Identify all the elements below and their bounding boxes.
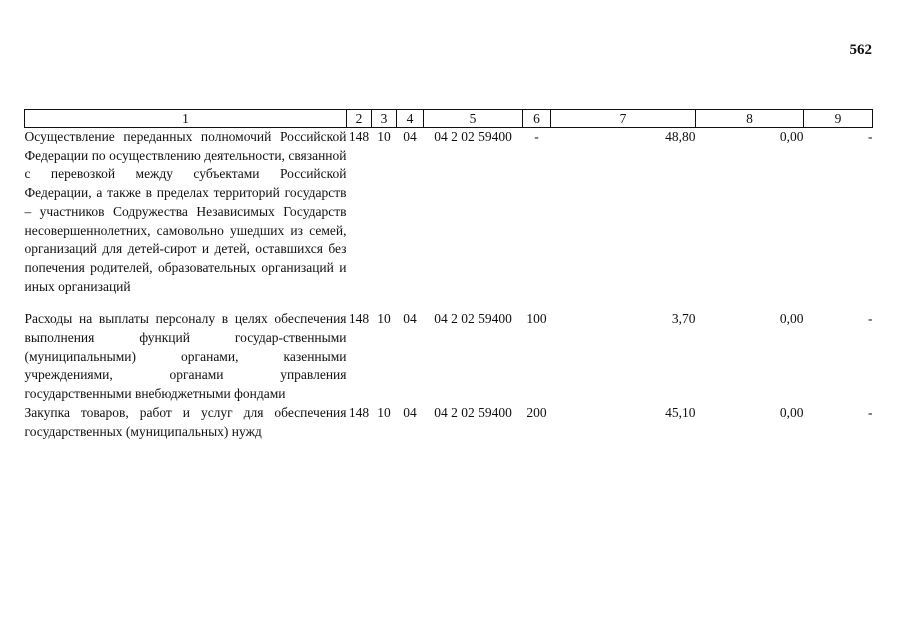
- row-col-5: 04 2 02 59400: [434, 404, 512, 420]
- row-col-2: 148: [348, 404, 370, 420]
- budget-table: [24, 109, 873, 441]
- row-col-4: 04: [403, 311, 417, 327]
- header-col-2: 2: [347, 110, 372, 128]
- row-col-9: -: [868, 404, 873, 420]
- row-col-9: -: [868, 129, 873, 144]
- row-col-7: 3,70: [671, 311, 696, 327]
- row-col-9: -: [868, 311, 873, 327]
- row-col-8: 0,00: [779, 129, 804, 144]
- row-col-3: 10: [377, 404, 391, 420]
- row-col-8: 0,00: [779, 404, 804, 420]
- row-col-6: -: [534, 129, 539, 144]
- header-col-3: 3: [372, 110, 397, 128]
- row-col-7: 48,80: [665, 129, 696, 144]
- header-col-9: 9: [804, 110, 873, 128]
- header-col-1: 1: [25, 110, 347, 128]
- header-col-6: 6: [523, 110, 551, 128]
- row-col-8: 0,00: [779, 311, 804, 327]
- row-name: Расходы на выплаты персоналу в целях обеспечения выполнения функций государ-ственными (муниципальными) органами, казенными учреждениями, органами управления государственными внебюджетными фондами: [24, 311, 347, 402]
- header-row: [25, 110, 873, 128]
- table-body: [25, 128, 873, 442]
- row-col-4: 04: [403, 129, 417, 144]
- row-col-5: 04 2 02 59400: [434, 129, 512, 144]
- row-col-7: 45,10: [665, 404, 696, 420]
- spacer-cell: [25, 296, 873, 310]
- header-col-8: 8: [696, 110, 804, 128]
- page-number: 562: [849, 42, 872, 58]
- row-col-2: 148: [348, 129, 370, 144]
- row-name: Осуществление переданных полномочий Российской Федерации по осуществлению деятельности, связанной с перевозкой между субъектами Российской Федерации, а также в пределах территорий государств – участников Содружества Независимых Государств несовершеннолетних, самовольно ушедших из семей, организаций для детей-сирот и детей, оставшихся без попечения родителей, образовательных организаций и иных организаций: [24, 129, 347, 294]
- row-spacer: [25, 296, 873, 310]
- row-col-2: 148: [348, 311, 370, 327]
- row-col-6: 200: [526, 404, 547, 420]
- row-col-5: 04 2 02 59400: [434, 311, 512, 327]
- table-row: [25, 128, 873, 297]
- header-col-7: 7: [551, 110, 696, 128]
- header-col-4: 4: [397, 110, 424, 128]
- table-header: [25, 110, 873, 128]
- table-row: [25, 404, 873, 441]
- header-col-5: 5: [424, 110, 523, 128]
- row-col-3: 10: [377, 311, 391, 327]
- table-row: [25, 310, 873, 404]
- row-col-3: 10: [377, 129, 391, 144]
- row-col-6: 100: [526, 311, 547, 327]
- row-col-4: 04: [403, 404, 417, 420]
- row-name: Закупка товаров, работ и услуг для обеспечения государственных (муниципальных) нужд: [24, 404, 347, 439]
